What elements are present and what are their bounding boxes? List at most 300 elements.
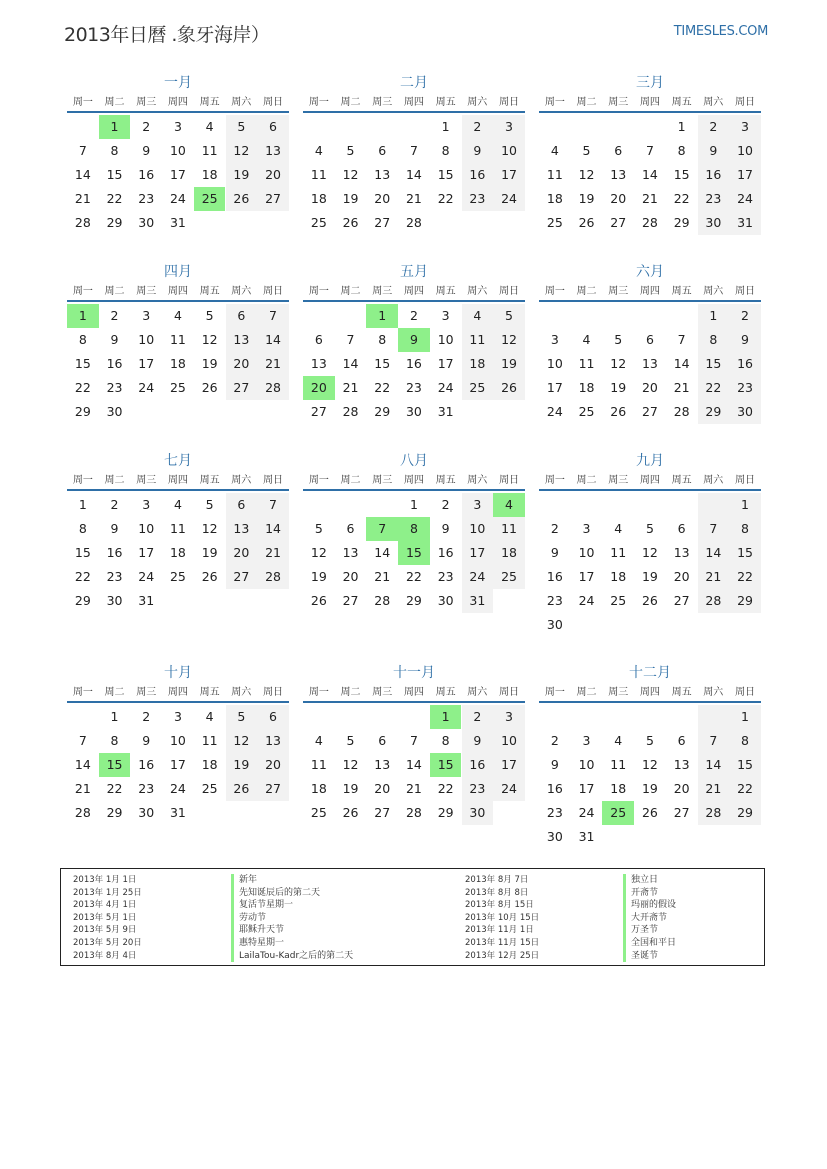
day-cell: 12 — [342, 757, 359, 772]
legend-holiday-name: 万圣节 — [623, 924, 658, 937]
legend-holiday-name: 耶稣升天节 — [231, 924, 284, 937]
day-cell: 25 — [578, 404, 595, 419]
weekday-label: 周一 — [544, 687, 565, 698]
day-cell: 6 — [226, 304, 258, 328]
weekday-label: 周五 — [199, 286, 220, 297]
month-10 — [67, 662, 289, 825]
weekday-header — [303, 283, 525, 302]
day-cell: 7 — [698, 729, 730, 753]
day-cell: 8 — [729, 729, 761, 753]
days-grid — [539, 491, 761, 637]
legend-holiday-name: 全国和平日 — [623, 937, 676, 950]
legend-date: 2013年 12月 25日 — [465, 950, 540, 961]
days-grid — [539, 302, 761, 424]
day-cell: 1 — [698, 304, 730, 328]
day-cell: 9 — [441, 521, 450, 536]
day-cell: 28 — [673, 404, 690, 419]
weekday-label: 周五 — [671, 97, 692, 108]
day-cell: 18 — [578, 380, 595, 395]
day-cell: 13 — [673, 545, 690, 560]
day-cell: 11 — [462, 328, 494, 352]
day-cell: 24 — [578, 805, 595, 820]
day-cell: 12 — [201, 521, 218, 536]
day-cell: 11 — [201, 733, 218, 748]
weekday-label: 周日 — [498, 475, 519, 486]
day-cell: 11 — [578, 356, 595, 371]
day-cell: 10 — [138, 521, 155, 536]
legend-holiday-name: 独立日 — [623, 874, 658, 887]
weekday-header — [539, 283, 761, 302]
day-cell: 9 — [142, 143, 151, 158]
weekday-label: 周日 — [734, 475, 755, 486]
day-cell: 16 — [405, 356, 422, 371]
holiday-day-cell: 15 — [430, 753, 462, 777]
day-cell: 14 — [698, 541, 730, 565]
days-grid — [539, 113, 761, 235]
weekday-label: 周二 — [104, 475, 125, 486]
day-cell: 2 — [698, 115, 730, 139]
day-cell: 15 — [729, 753, 761, 777]
day-cell: 13 — [374, 167, 391, 182]
weekday-header — [303, 94, 525, 113]
day-cell: 2 — [110, 308, 119, 323]
day-cell: 23 — [698, 187, 730, 211]
weekday-label: 周三 — [608, 475, 629, 486]
weekday-label: 周二 — [340, 97, 361, 108]
month-3 — [539, 72, 761, 235]
weekday-label: 周三 — [136, 687, 157, 698]
day-cell: 29 — [405, 593, 422, 608]
day-cell: 28 — [257, 376, 289, 400]
legend-holiday-name: 复活节星期一 — [231, 899, 293, 912]
legend-date: 2013年 8月 15日 — [465, 900, 534, 911]
month-name: 二月 — [400, 75, 428, 91]
legend-holiday-name: 劳动节 — [231, 912, 266, 925]
day-cell: 29 — [729, 589, 761, 613]
day-cell: 7 — [346, 332, 355, 347]
day-cell: 25 — [310, 805, 327, 820]
day-cell: 15 — [698, 352, 730, 376]
day-cell: 11 — [169, 332, 186, 347]
weekday-label: 周五 — [671, 286, 692, 297]
weekday-label: 周三 — [372, 687, 393, 698]
day-cell: 7 — [645, 143, 654, 158]
holiday-legend — [60, 868, 765, 966]
day-cell: 23 — [729, 376, 761, 400]
day-cell: 29 — [437, 805, 454, 820]
day-cell: 1 — [677, 119, 686, 134]
day-cell: 12 — [201, 332, 218, 347]
weekday-label: 周六 — [231, 475, 252, 486]
weekday-label: 周六 — [703, 687, 724, 698]
day-cell: 30 — [106, 593, 123, 608]
day-cell: 20 — [673, 569, 690, 584]
day-cell: 5 — [645, 733, 654, 748]
day-cell: 25 — [493, 565, 525, 589]
month-name: 十二月 — [629, 665, 671, 681]
day-cell: 7 — [257, 493, 289, 517]
day-cell: 6 — [677, 733, 686, 748]
legend-date: 2013年 1月 25日 — [73, 887, 142, 898]
day-cell: 23 — [106, 380, 123, 395]
day-cell: 12 — [226, 729, 258, 753]
day-cell: 7 — [409, 143, 418, 158]
weekday-label: 周六 — [467, 286, 488, 297]
day-cell: 8 — [698, 328, 730, 352]
legend-holiday-name: 玛丽的假设 — [623, 899, 676, 912]
day-cell: 19 — [310, 569, 327, 584]
day-cell: 21 — [374, 569, 391, 584]
day-cell: 22 — [74, 380, 91, 395]
day-cell: 22 — [437, 191, 454, 206]
day-cell: 18 — [493, 541, 525, 565]
day-cell: 2 — [142, 119, 151, 134]
days-grid — [67, 302, 289, 424]
day-cell: 31 — [729, 211, 761, 235]
day-cell: 3 — [173, 119, 182, 134]
weekday-label: 周六 — [467, 475, 488, 486]
day-cell: 24 — [138, 569, 155, 584]
day-cell: 19 — [201, 545, 218, 560]
holiday-day-cell: 1 — [67, 304, 99, 328]
brand-logo[interactable]: TIMESLES.COM — [673, 24, 768, 39]
weekday-label: 周四 — [639, 475, 660, 486]
day-cell: 15 — [74, 545, 91, 560]
day-cell: 26 — [641, 805, 658, 820]
weekday-label: 周三 — [136, 286, 157, 297]
day-cell: 14 — [74, 757, 91, 772]
day-cell: 30 — [698, 211, 730, 235]
day-cell: 21 — [405, 781, 422, 796]
day-cell: 4 — [173, 308, 182, 323]
weekday-label: 周三 — [136, 97, 157, 108]
month-name: 十月 — [164, 665, 192, 681]
day-cell: 19 — [342, 191, 359, 206]
day-cell: 12 — [610, 356, 627, 371]
day-cell: 6 — [257, 115, 289, 139]
day-cell: 14 — [74, 167, 91, 182]
day-cell: 7 — [257, 304, 289, 328]
weekday-label: 周五 — [435, 687, 456, 698]
weekday-label: 周六 — [703, 286, 724, 297]
legend-holiday-name: 开斋节 — [623, 887, 658, 900]
day-cell: 4 — [314, 733, 323, 748]
day-cell: 17 — [729, 163, 761, 187]
day-cell: 13 — [342, 545, 359, 560]
weekday-label: 周四 — [639, 687, 660, 698]
day-cell: 18 — [169, 545, 186, 560]
day-cell: 20 — [257, 163, 289, 187]
weekday-label: 周五 — [435, 286, 456, 297]
day-cell: 10 — [437, 332, 454, 347]
weekday-label: 周四 — [639, 286, 660, 297]
day-cell: 26 — [641, 593, 658, 608]
day-cell: 3 — [493, 705, 525, 729]
day-cell: 27 — [374, 805, 391, 820]
day-cell: 14 — [257, 517, 289, 541]
day-cell: 6 — [378, 143, 387, 158]
weekday-label: 周六 — [703, 97, 724, 108]
day-cell: 26 — [201, 380, 218, 395]
month-5 — [303, 261, 525, 424]
day-cell: 22 — [673, 191, 690, 206]
day-cell: 11 — [169, 521, 186, 536]
day-cell: 19 — [493, 352, 525, 376]
day-cell: 7 — [78, 143, 87, 158]
day-cell: 14 — [698, 753, 730, 777]
day-cell: 8 — [78, 332, 87, 347]
day-cell: 27 — [226, 565, 258, 589]
weekday-label: 周五 — [671, 687, 692, 698]
day-cell: 3 — [142, 308, 151, 323]
day-cell: 1 — [729, 493, 761, 517]
day-cell: 9 — [110, 521, 119, 536]
day-cell: 28 — [641, 215, 658, 230]
day-cell: 28 — [698, 589, 730, 613]
legend-date: 2013年 5月 20日 — [73, 937, 142, 948]
day-cell: 5 — [205, 497, 214, 512]
day-cell: 16 — [138, 167, 155, 182]
weekday-label: 周三 — [608, 97, 629, 108]
month-1 — [67, 72, 289, 235]
day-cell: 22 — [729, 777, 761, 801]
day-cell: 8 — [78, 521, 87, 536]
day-cell: 11 — [610, 757, 627, 772]
day-cell: 4 — [614, 521, 623, 536]
day-cell: 19 — [610, 380, 627, 395]
weekday-label: 周六 — [467, 687, 488, 698]
day-cell: 12 — [226, 139, 258, 163]
weekday-label: 周三 — [372, 475, 393, 486]
weekday-label: 周三 — [372, 286, 393, 297]
day-cell: 11 — [310, 757, 327, 772]
day-cell: 3 — [582, 733, 591, 748]
day-cell: 11 — [310, 167, 327, 182]
holiday-day-cell: 9 — [398, 328, 430, 352]
day-cell: 28 — [374, 593, 391, 608]
day-cell: 23 — [546, 805, 563, 820]
day-cell: 13 — [310, 356, 327, 371]
day-cell: 25 — [201, 781, 218, 796]
day-cell: 16 — [106, 545, 123, 560]
day-cell: 4 — [205, 119, 214, 134]
weekday-header — [67, 472, 289, 491]
day-cell: 22 — [698, 376, 730, 400]
day-cell: 4 — [314, 143, 323, 158]
holiday-day-cell: 1 — [366, 304, 398, 328]
day-cell: 24 — [462, 565, 494, 589]
day-cell: 19 — [641, 781, 658, 796]
weekday-label: 周六 — [467, 97, 488, 108]
day-cell: 16 — [729, 352, 761, 376]
month-4 — [67, 261, 289, 424]
weekday-label: 周二 — [340, 687, 361, 698]
day-cell: 17 — [462, 541, 494, 565]
day-cell: 26 — [342, 805, 359, 820]
weekday-label: 周一 — [72, 687, 93, 698]
weekday-label: 周五 — [199, 475, 220, 486]
day-cell: 8 — [441, 143, 450, 158]
day-cell: 9 — [462, 729, 494, 753]
day-cell: 28 — [405, 215, 422, 230]
weekday-label: 周四 — [403, 687, 424, 698]
day-cell: 25 — [462, 376, 494, 400]
day-cell: 5 — [205, 308, 214, 323]
day-cell: 31 — [169, 215, 186, 230]
days-grid — [67, 113, 289, 235]
day-cell: 9 — [550, 757, 559, 772]
day-cell: 17 — [138, 545, 155, 560]
days-grid — [67, 491, 289, 613]
weekday-label: 周四 — [167, 97, 188, 108]
day-cell: 24 — [169, 191, 186, 206]
day-cell: 24 — [169, 781, 186, 796]
day-cell: 17 — [169, 167, 186, 182]
day-cell: 25 — [169, 569, 186, 584]
weekday-label: 周五 — [671, 475, 692, 486]
day-cell: 1 — [110, 709, 119, 724]
day-cell: 18 — [546, 191, 563, 206]
holiday-day-cell: 15 — [398, 541, 430, 565]
day-cell: 18 — [201, 167, 218, 182]
legend-date: 2013年 10月 15日 — [465, 912, 540, 923]
weekday-label: 周二 — [340, 475, 361, 486]
day-cell: 5 — [614, 332, 623, 347]
day-cell: 10 — [493, 729, 525, 753]
day-cell: 2 — [462, 705, 494, 729]
day-cell: 10 — [578, 545, 595, 560]
weekday-label: 周二 — [104, 286, 125, 297]
day-cell: 11 — [493, 517, 525, 541]
day-cell: 23 — [106, 569, 123, 584]
day-cell: 6 — [257, 705, 289, 729]
day-cell: 21 — [342, 380, 359, 395]
day-cell: 24 — [493, 187, 525, 211]
day-cell: 5 — [346, 143, 355, 158]
day-cell: 6 — [226, 493, 258, 517]
day-cell: 22 — [374, 380, 391, 395]
weekday-label: 周二 — [104, 97, 125, 108]
day-cell: 7 — [698, 517, 730, 541]
day-cell: 31 — [138, 593, 155, 608]
weekday-label: 周日 — [262, 687, 283, 698]
day-cell: 19 — [201, 356, 218, 371]
legend-date: 2013年 4月 1日 — [73, 900, 137, 911]
day-cell: 12 — [641, 757, 658, 772]
month-name: 五月 — [400, 264, 428, 280]
month-12 — [539, 662, 761, 849]
holiday-day-cell: 8 — [398, 517, 430, 541]
legend-holiday-name: LailaTou-Kadr之后的第二天 — [231, 950, 353, 963]
day-cell: 31 — [437, 404, 454, 419]
day-cell: 19 — [578, 191, 595, 206]
day-cell: 24 — [729, 187, 761, 211]
day-cell: 2 — [462, 115, 494, 139]
weekday-label: 周二 — [576, 475, 597, 486]
day-cell: 6 — [346, 521, 355, 536]
holiday-day-cell: 20 — [303, 376, 335, 400]
day-cell: 10 — [169, 143, 186, 158]
day-cell: 17 — [546, 380, 563, 395]
day-cell: 16 — [462, 163, 494, 187]
day-cell: 29 — [106, 215, 123, 230]
weekday-label: 周一 — [308, 97, 329, 108]
day-cell: 21 — [74, 191, 91, 206]
weekday-label: 周五 — [199, 97, 220, 108]
weekday-label: 周一 — [544, 286, 565, 297]
weekday-label: 周三 — [608, 286, 629, 297]
day-cell: 30 — [106, 404, 123, 419]
day-cell: 6 — [378, 733, 387, 748]
day-cell: 17 — [437, 356, 454, 371]
day-cell: 27 — [374, 215, 391, 230]
day-cell: 1 — [78, 497, 87, 512]
day-cell: 7 — [409, 733, 418, 748]
day-cell: 5 — [582, 143, 591, 158]
day-cell: 27 — [257, 777, 289, 801]
day-cell: 26 — [493, 376, 525, 400]
weekday-label: 周六 — [703, 475, 724, 486]
month-2 — [303, 72, 525, 235]
day-cell: 1 — [441, 119, 450, 134]
day-cell: 3 — [441, 308, 450, 323]
day-cell: 9 — [142, 733, 151, 748]
day-cell: 21 — [257, 541, 289, 565]
weekday-label: 周日 — [498, 97, 519, 108]
day-cell: 24 — [578, 593, 595, 608]
day-cell: 8 — [677, 143, 686, 158]
day-cell: 27 — [342, 593, 359, 608]
day-cell: 19 — [226, 163, 258, 187]
day-cell: 23 — [462, 777, 494, 801]
day-cell: 12 — [342, 167, 359, 182]
day-cell: 6 — [314, 332, 323, 347]
day-cell: 23 — [405, 380, 422, 395]
weekday-label: 周日 — [498, 687, 519, 698]
day-cell: 14 — [342, 356, 359, 371]
day-cell: 23 — [462, 187, 494, 211]
day-cell: 27 — [610, 215, 627, 230]
day-cell: 21 — [257, 352, 289, 376]
day-cell: 6 — [677, 521, 686, 536]
legend-date: 2013年 11月 1日 — [465, 925, 534, 936]
holiday-day-cell: 4 — [493, 493, 525, 517]
day-cell: 29 — [74, 404, 91, 419]
weekday-label: 周一 — [308, 687, 329, 698]
day-cell: 18 — [610, 781, 627, 796]
weekday-label: 周六 — [231, 286, 252, 297]
day-cell: 14 — [374, 545, 391, 560]
legend-holiday-name: 大开斋节 — [623, 912, 667, 925]
day-cell: 22 — [729, 565, 761, 589]
day-cell: 13 — [226, 328, 258, 352]
day-cell: 10 — [169, 733, 186, 748]
weekday-header — [67, 684, 289, 703]
day-cell: 8 — [110, 733, 119, 748]
day-cell: 17 — [578, 569, 595, 584]
day-cell: 18 — [610, 569, 627, 584]
day-cell: 2 — [550, 733, 559, 748]
day-cell: 22 — [405, 569, 422, 584]
day-cell: 19 — [641, 569, 658, 584]
day-cell: 21 — [673, 380, 690, 395]
day-cell: 28 — [257, 565, 289, 589]
day-cell: 3 — [493, 115, 525, 139]
weekday-label: 周日 — [734, 687, 755, 698]
day-cell: 20 — [610, 191, 627, 206]
day-cell: 8 — [729, 517, 761, 541]
day-cell: 17 — [138, 356, 155, 371]
